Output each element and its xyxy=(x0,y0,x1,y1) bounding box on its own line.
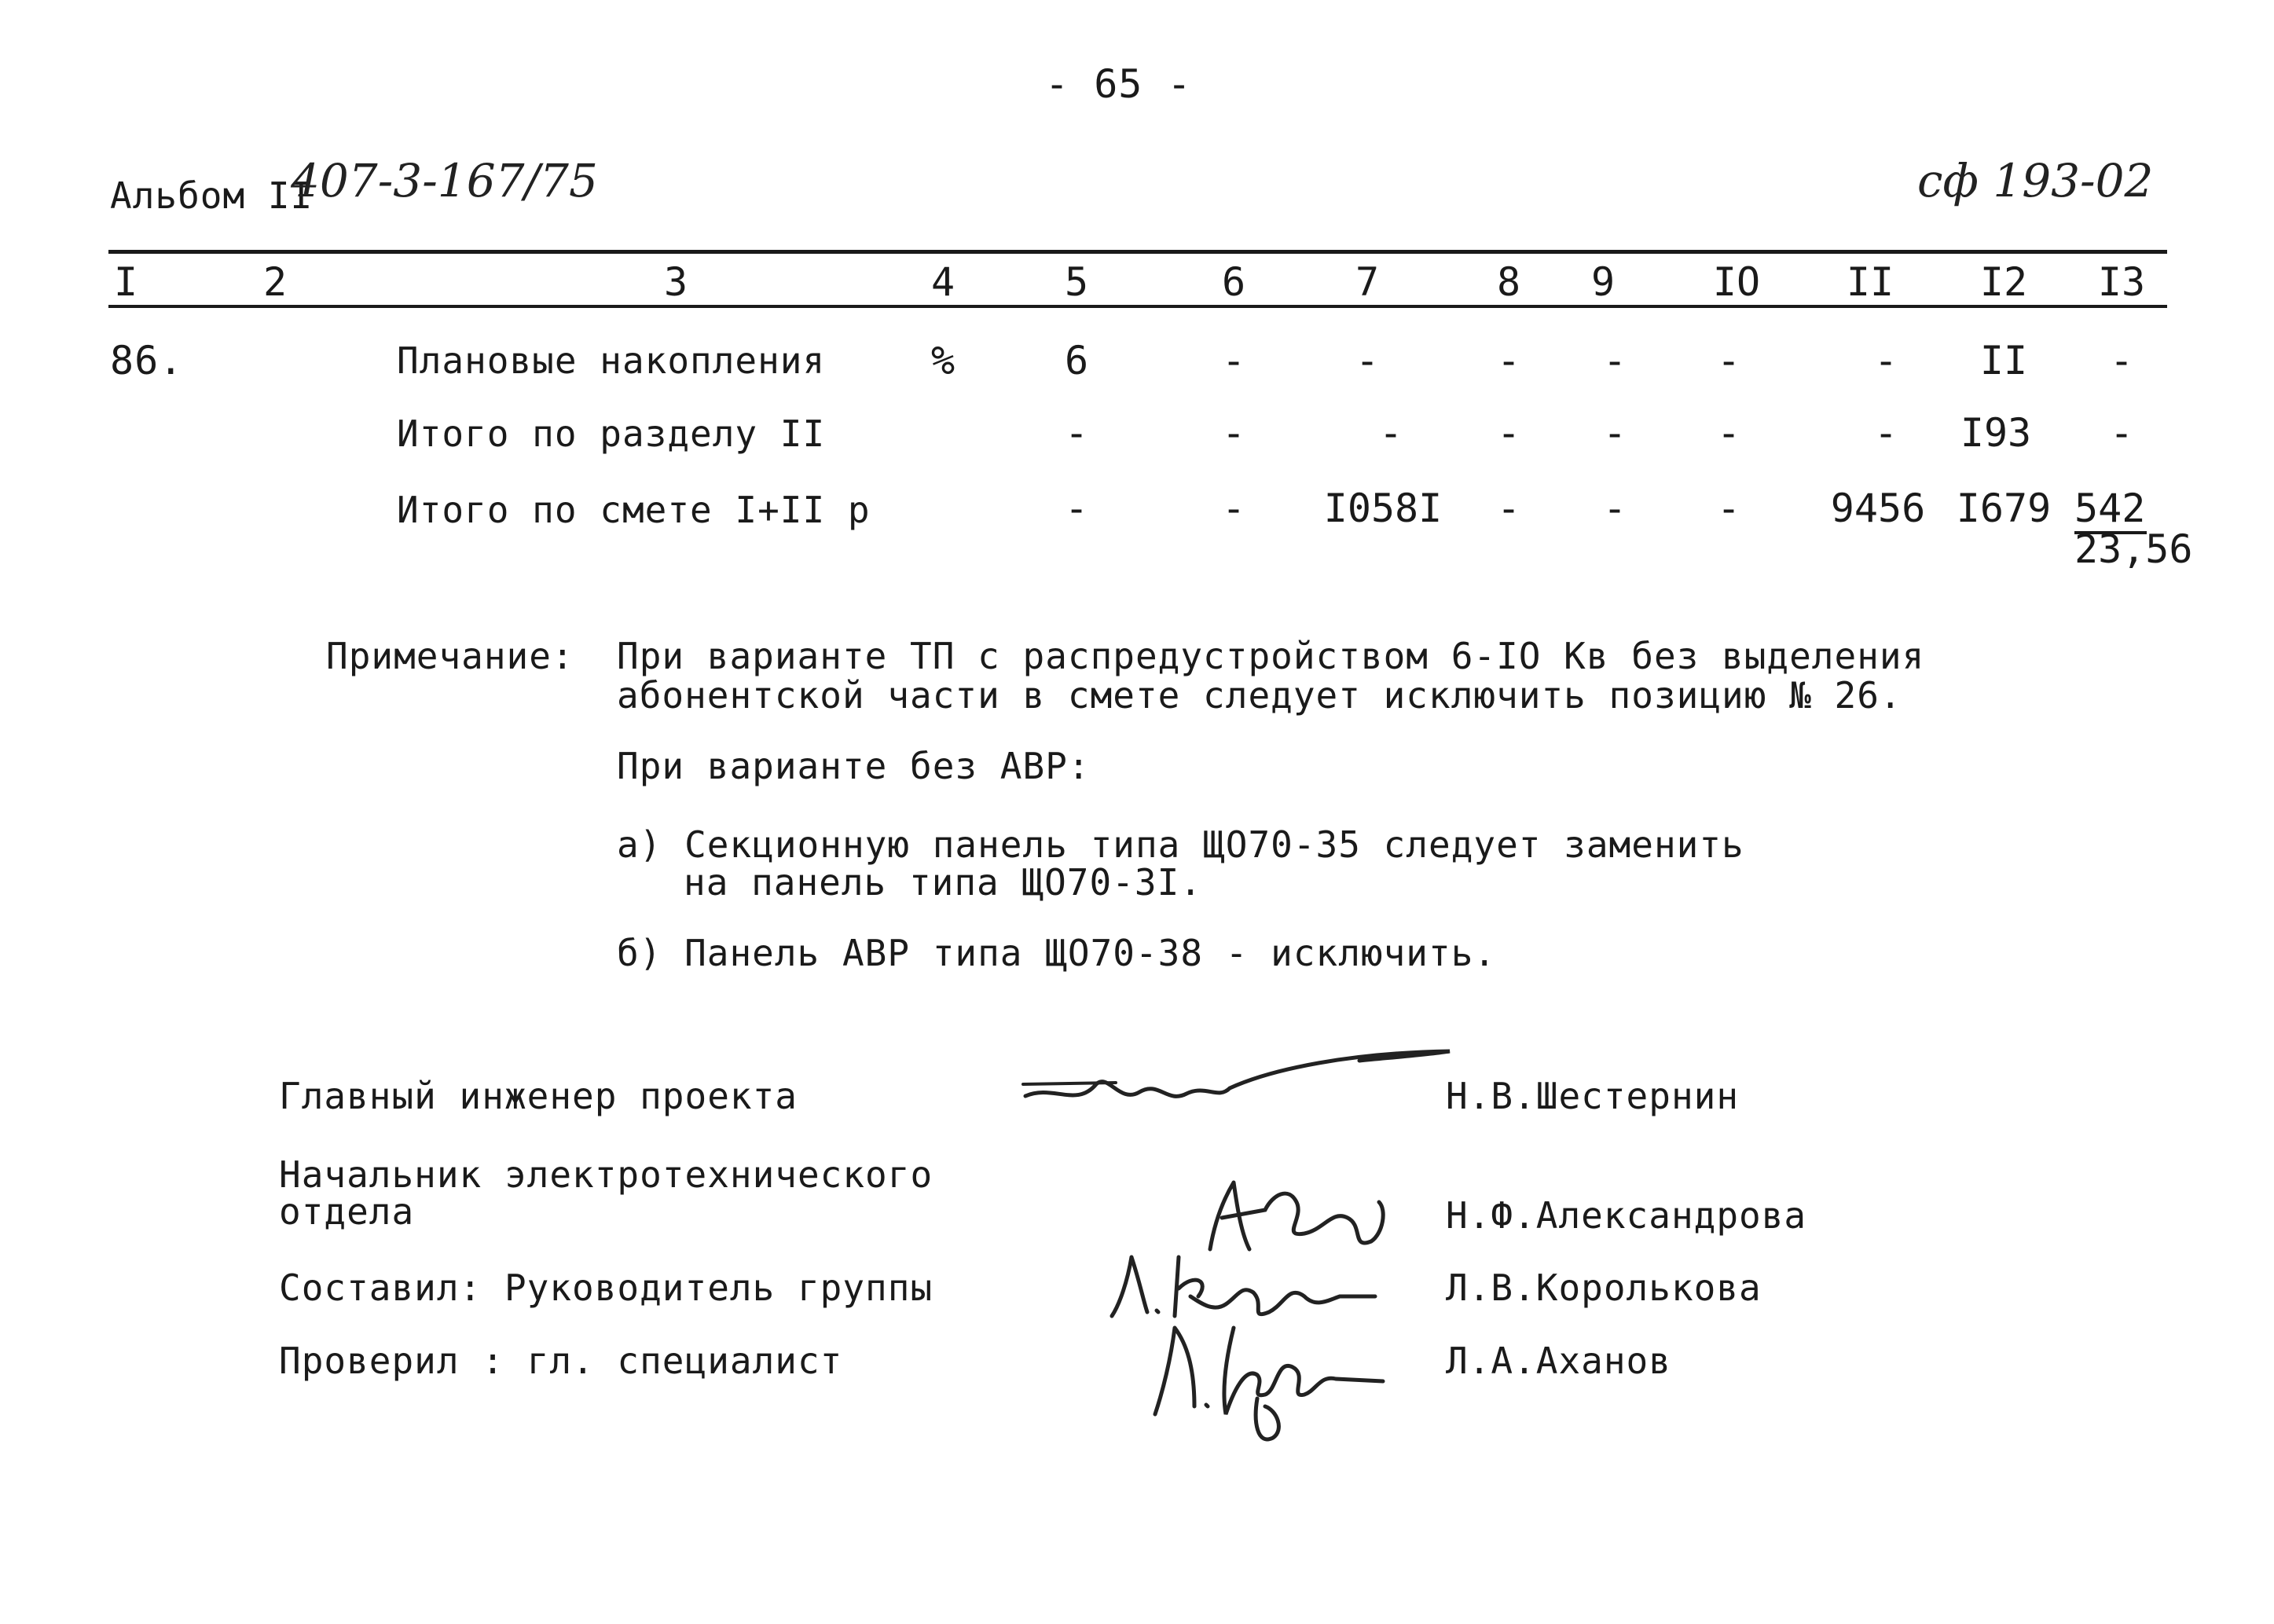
cell-col9: - xyxy=(1602,410,1627,456)
cell-col12: I679 xyxy=(1956,486,2052,531)
cell-col8: - xyxy=(1496,338,1521,383)
cell-col11: 9456 xyxy=(1830,486,1926,531)
signer-name: Н.В.Шестернин xyxy=(1446,1075,1740,1117)
cell-col7: - xyxy=(1378,410,1403,456)
cell-col10: - xyxy=(1716,410,1741,456)
cell-col6: - xyxy=(1221,410,1246,456)
cell-col8: - xyxy=(1496,410,1521,456)
album-code: 407-3-167/75 xyxy=(291,154,598,207)
signature-1-icon xyxy=(1021,1037,1462,1124)
signature-4-icon xyxy=(1147,1312,1399,1454)
signer-role: Начальник электротехнического xyxy=(279,1153,933,1196)
row-description: Итого по разделу II xyxy=(397,412,826,455)
cell-col5: - xyxy=(1064,486,1089,531)
signer-role: Главный инженер проекта xyxy=(279,1075,798,1117)
col-header: 6 xyxy=(1221,259,1246,305)
note-label: Примечание: xyxy=(326,635,574,677)
row-description: Плановые накопления xyxy=(397,339,826,382)
cell-col12: I93 xyxy=(1960,410,2032,456)
signer-name: Л.А.Аханов xyxy=(1446,1340,1671,1382)
cell-col6: - xyxy=(1221,338,1246,383)
signer-role: Проверил : гл. специалист xyxy=(279,1340,843,1382)
col-header: I xyxy=(113,259,138,305)
row-description: Итого по смете I+II р xyxy=(397,489,871,531)
note-item-a-cont: на панель типа ЩО70-3I. xyxy=(684,861,1202,904)
col-header: 8 xyxy=(1496,259,1521,305)
cell-col8: - xyxy=(1496,486,1521,531)
cell-col6: - xyxy=(1221,486,1246,531)
col-header: 7 xyxy=(1355,259,1380,305)
col-header: 9 xyxy=(1590,259,1616,305)
cell-col7: - xyxy=(1355,338,1380,383)
note-line: абонентской части в смете следует исключить позицию № 26. xyxy=(617,674,1902,717)
table-top-rule xyxy=(108,250,2167,254)
col-header: 4 xyxy=(930,259,955,305)
note-item-a: а) Секционную панель типа ЩО70-35 следует заменить xyxy=(617,823,1744,866)
cell-col13: - xyxy=(2109,410,2134,456)
cell-col10: - xyxy=(1716,338,1741,383)
cell-col5: 6 xyxy=(1064,338,1089,383)
table-header-rule xyxy=(108,305,2167,308)
col-header: 2 xyxy=(262,259,288,305)
cell-col5: - xyxy=(1064,410,1089,456)
col-header: IO xyxy=(1712,259,1761,305)
cell-col13: 542 xyxy=(2074,486,2147,534)
album-label: Альбом II xyxy=(110,174,314,217)
cell-col9: - xyxy=(1602,486,1627,531)
signer-name: Н.Ф.Александрова xyxy=(1446,1194,1807,1237)
signer-role: отдела xyxy=(279,1190,415,1233)
cell-col9: - xyxy=(1602,338,1627,383)
col-header: I2 xyxy=(1979,259,2028,305)
cell-col13: - xyxy=(2109,338,2134,383)
page-number: - 65 - xyxy=(1045,61,1192,107)
signer-name: Л.В.Королькова xyxy=(1446,1267,1762,1309)
cell-col12: II xyxy=(1979,338,2028,383)
note-item-b: б) Панель АВР типа ЩО70-38 - исключить. xyxy=(617,932,1497,974)
cell-col7: I058I xyxy=(1323,486,1443,531)
col-header: 5 xyxy=(1064,259,1089,305)
cell-col11: - xyxy=(1873,338,1898,383)
row-unit: % xyxy=(930,338,955,383)
note-line: При варианте ТП с распредустройством 6-IO Кв без выделения xyxy=(617,635,1925,677)
signer-role: Составил: Руководитель группы xyxy=(279,1267,933,1309)
cell-col11: - xyxy=(1873,410,1898,456)
note-line: При варианте без АВР: xyxy=(617,745,1091,787)
row-number: 86. xyxy=(110,338,184,383)
col-header: 3 xyxy=(663,259,688,305)
cell-col10: - xyxy=(1716,486,1741,531)
col-header: II xyxy=(1846,259,1894,305)
cell-col13-sub: 23,56 xyxy=(2074,526,2193,572)
sheet-code: сф 193-02 xyxy=(1917,154,2154,207)
col-header: I3 xyxy=(2097,259,2146,305)
